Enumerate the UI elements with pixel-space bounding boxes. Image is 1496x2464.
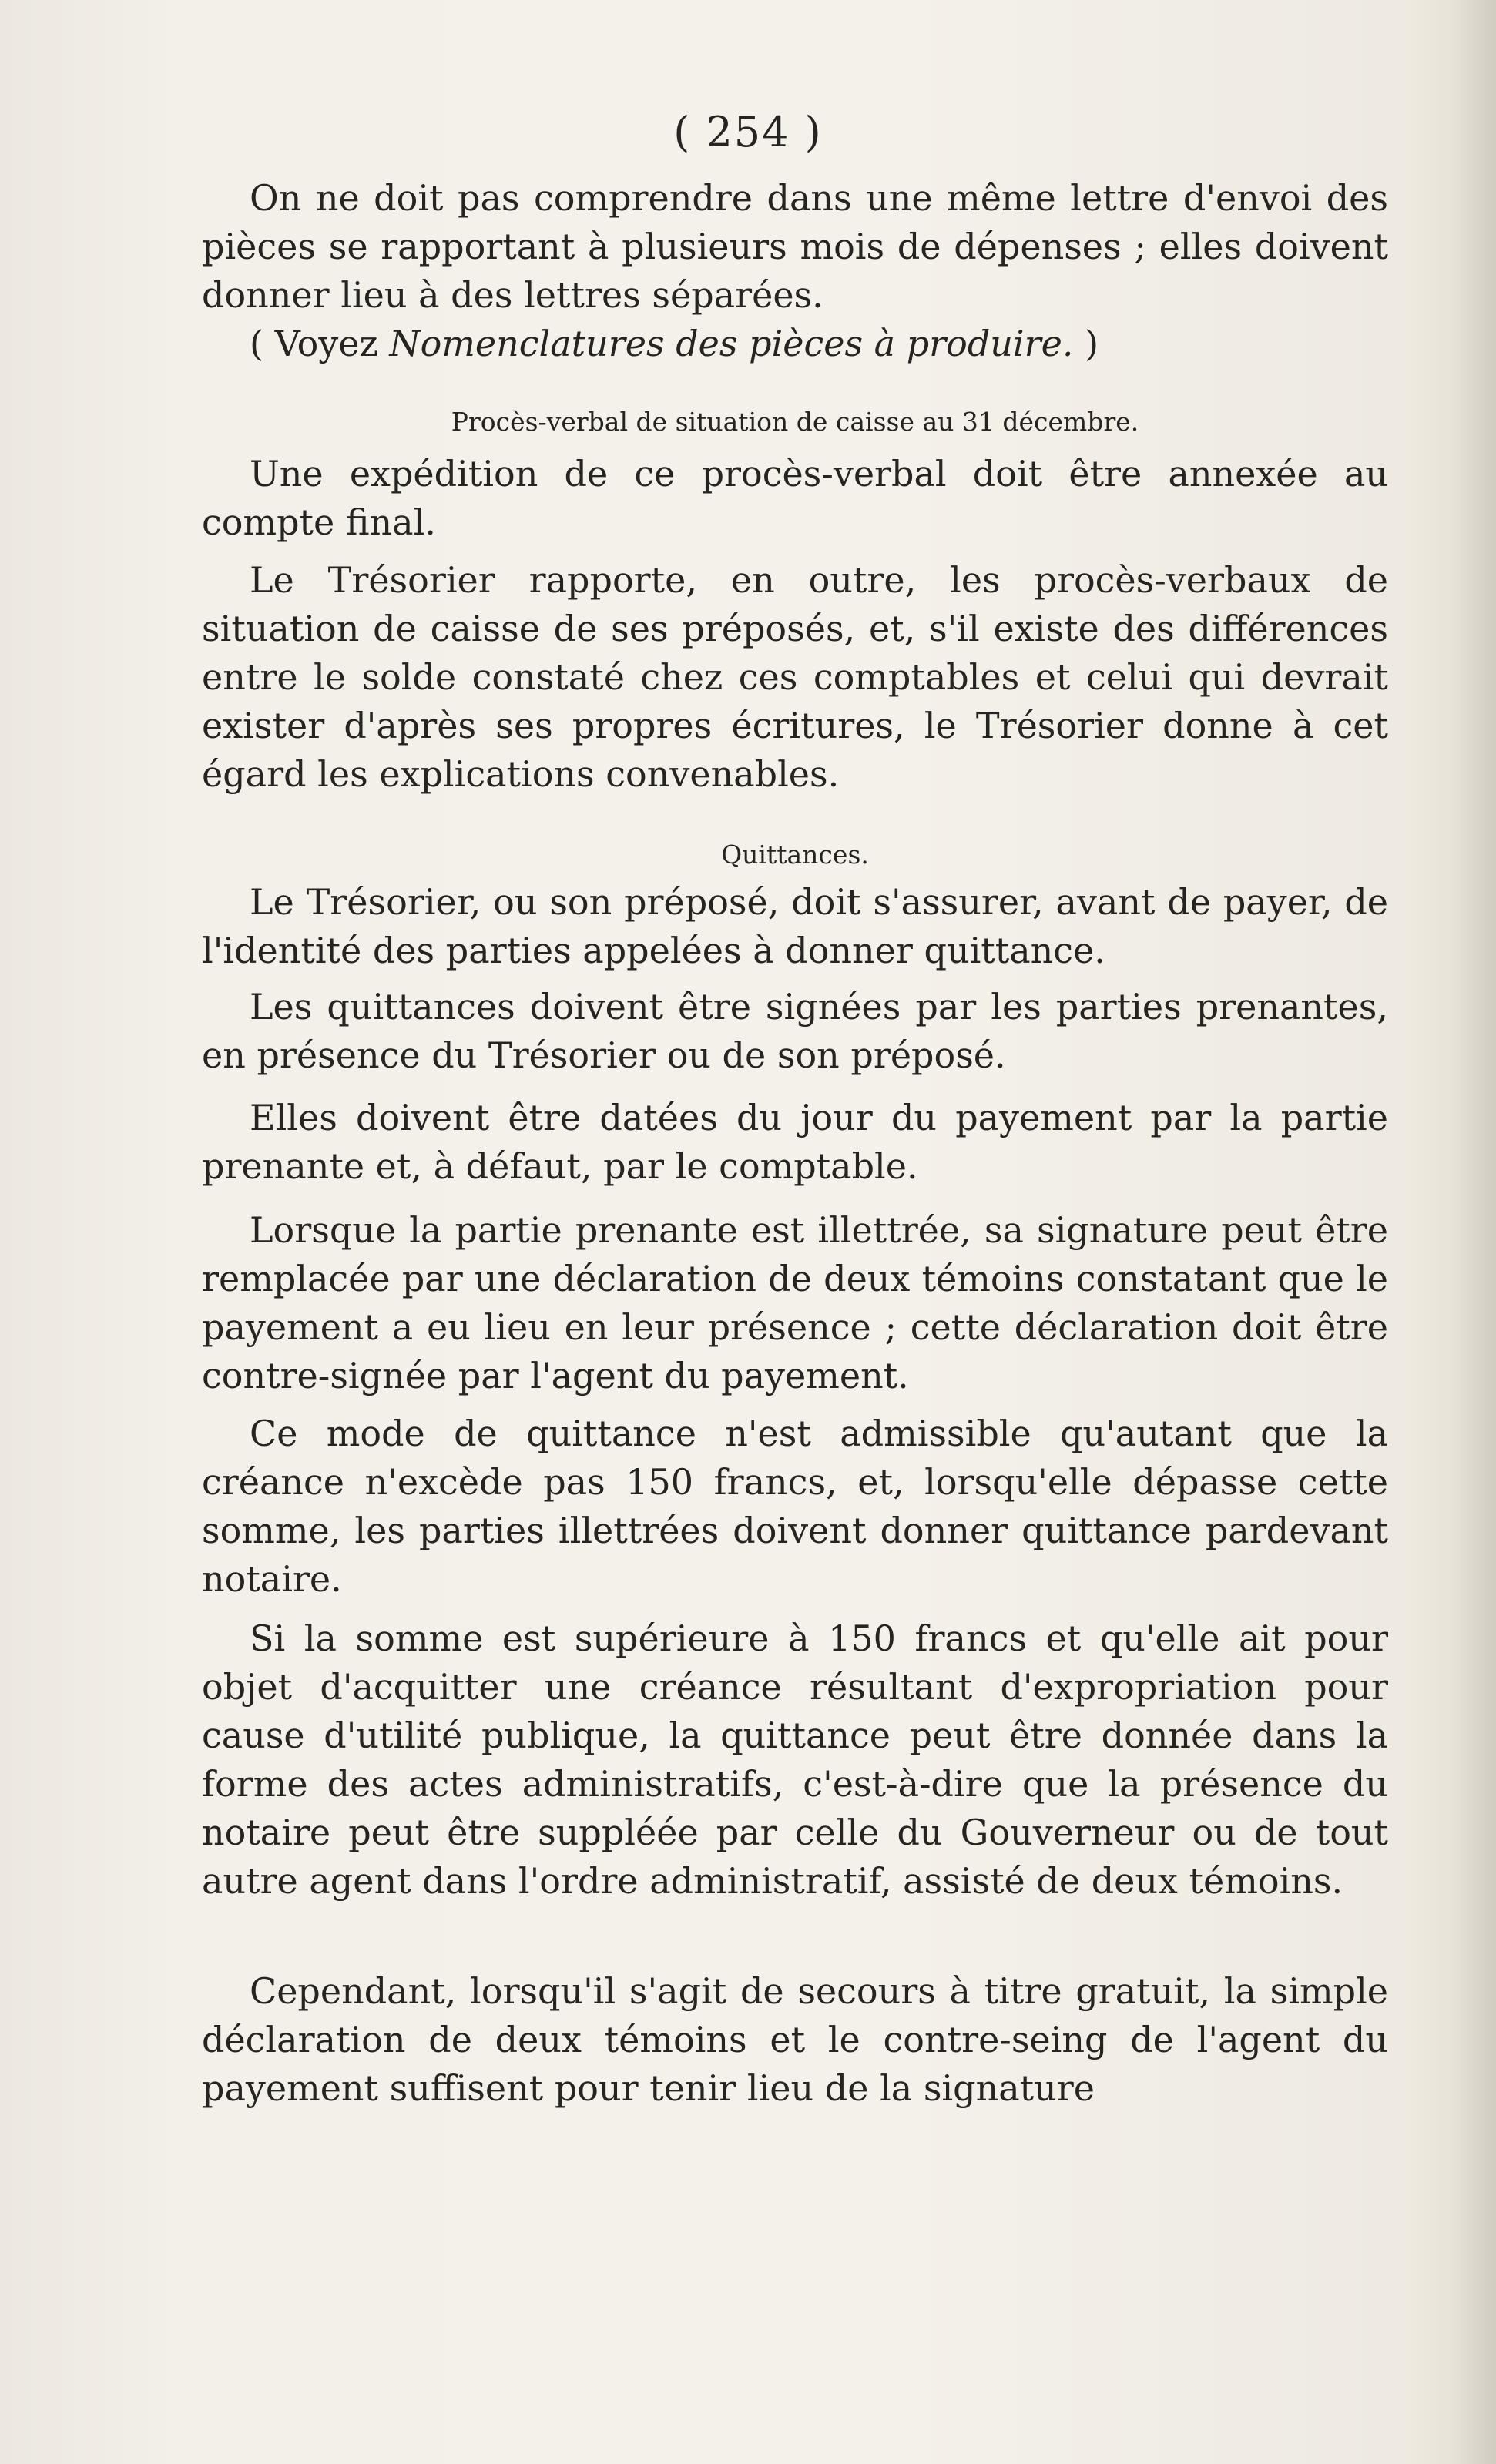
page-number: ( 254 ) (673, 108, 823, 156)
paragraph-mode-quittance: Ce mode de quittance n'est admissible qu'autant que la créance n'excède pas 150 francs, et, lorsqu'elle dépasse cette somme, les parties illettrées doivent donner quittance pardevant notaire. (202, 1413, 1388, 1600)
reference-close: ) (1073, 323, 1099, 364)
paragraph-secours: Cependant, lorsqu'il s'agit de secours à titre gratuit, la simple déclaration de deux témoins et le contre-seing de l'agent du payement suffisent pour tenir lieu de la signature (202, 1970, 1388, 2109)
reference-title: Nomenclatures des pièces à produire. (389, 323, 1074, 364)
paragraph-envoi: On ne doit pas comprendre dans une même lettre d'envoi des pièces se rapportant à plusieurs mois de dépenses ; elles doivent donner lieu à des lettres séparées. (202, 177, 1388, 316)
paragraph-signees: Les quittances doivent être signées par les parties prenantes, en présence du Trésorier ou de son préposé. (202, 986, 1388, 1076)
paragraph-tresorier-rapporte: Le Trésorier rapporte, en outre, les procès-verbaux de situation de caisse de ses préposés, et, s'il existe des différences entre le solde constaté chez ces comptables et celui qui devrait exister d'après ses propres écritures, le Trésorier donne à cet égard les explications convenables. (202, 559, 1388, 795)
section-heading-proces-verbal: Procès-verbal de situation de caisse au 31 décembre. (451, 407, 1139, 437)
reference-open: ( Voyez (250, 323, 390, 364)
page-edge-shadow (1450, 0, 1496, 2464)
paragraph-identite: Le Trésorier, ou son préposé, doit s'assurer, avant de payer, de l'identité des parties appelées à donner quittance. (202, 881, 1388, 971)
paragraph-datees: Elles doivent être datées du jour du payement par la partie prenante et, à défaut, par le comptable. (202, 1097, 1388, 1187)
reference-note (202, 320, 1388, 368)
paragraph-superieure: Si la somme est supérieure à 150 francs et qu'elle ait pour objet d'acquitter une créance résultant d'expropriation pour cause d'utilité publique, la quittance peut être donnée dans la forme des actes administratifs, c'est-à-dire que la présence du notaire peut être suppléée par celle du Gouverneur ou de tout autre agent dans l'ordre administratif, assisté de deux témoins. (202, 1618, 1388, 1902)
paragraph-expedition: Une expédition de ce procès-verbal doit être annexée au compte final. (202, 453, 1388, 543)
section-heading-quittances: Quittances. (721, 840, 869, 870)
paragraph-illettree: Lorsque la partie prenante est illettrée, sa signature peut être remplacée par une déclaration de deux témoins constatant que le payement a eu lieu en leur présence ; cette déclaration doit être contre-signée par l'agent du payement. (202, 1209, 1388, 1396)
